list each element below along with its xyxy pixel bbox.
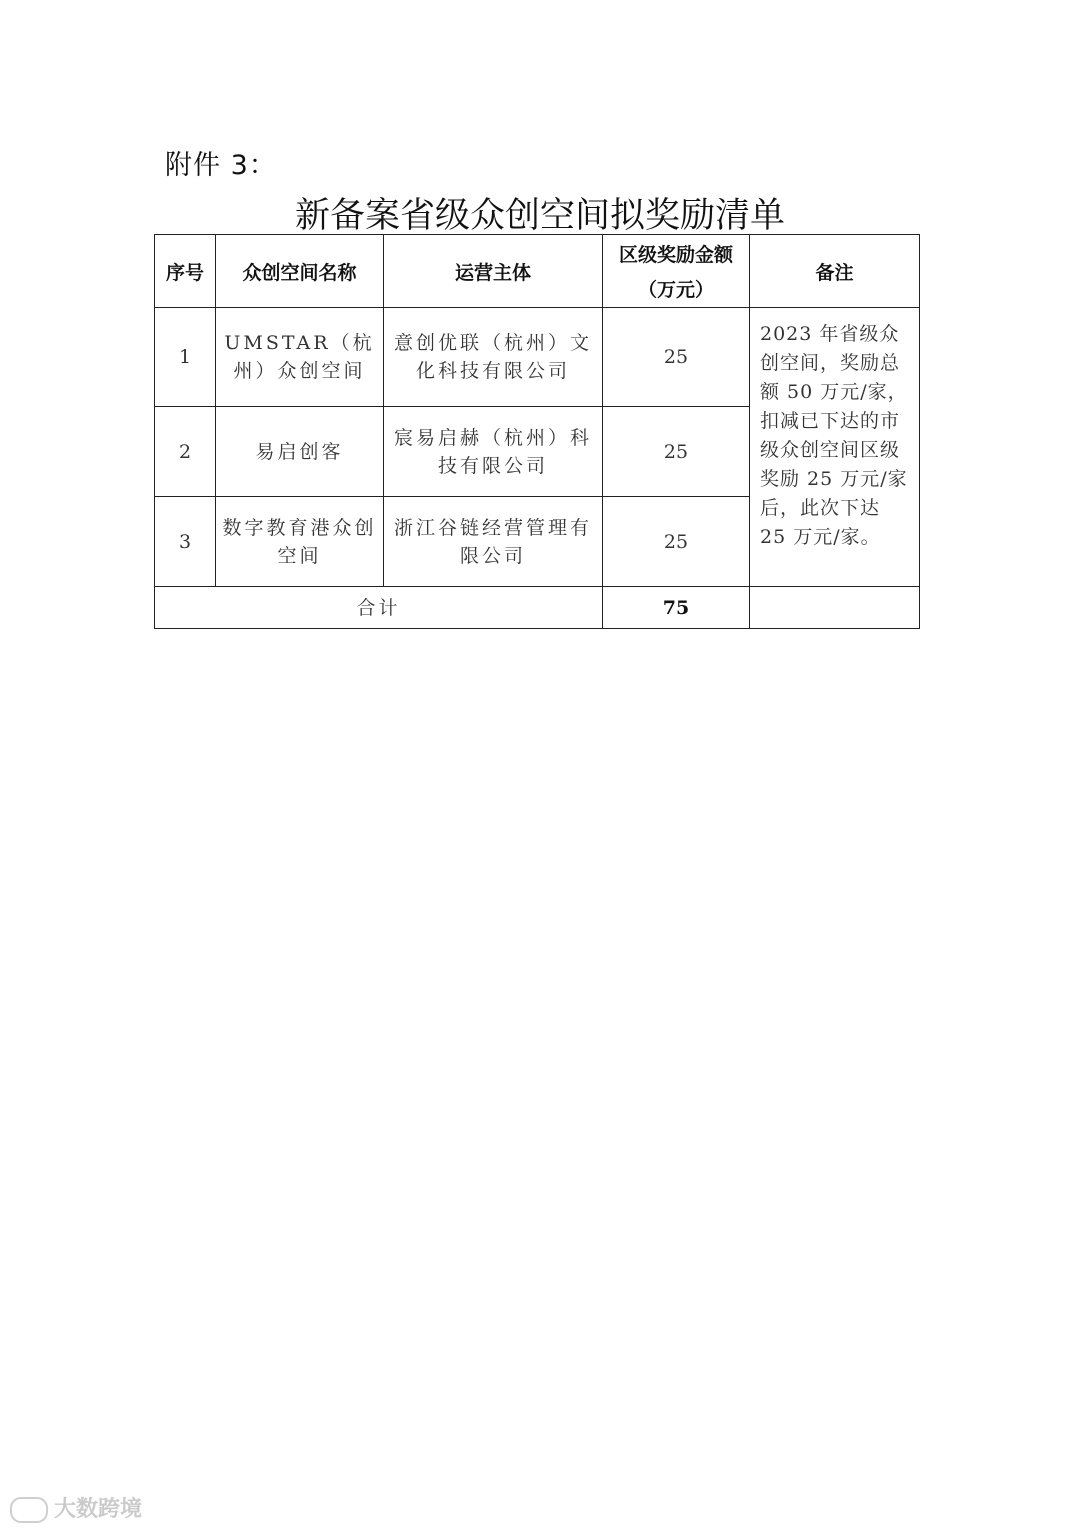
total-label: 合计 <box>155 587 603 629</box>
header-operator: 运营主体 <box>384 235 603 308</box>
row-reward: 25 <box>603 497 750 587</box>
header-index: 序号 <box>155 235 216 308</box>
row-operator: 宸易启赫（杭州）科技有限公司 <box>384 407 603 497</box>
table-row <box>155 308 920 407</box>
chat-bubble-logo-icon <box>10 1497 48 1523</box>
row-space-name: 易启创客 <box>216 407 384 497</box>
document-title: 新备案省级众创空间拟奖励清单 <box>294 196 785 236</box>
total-row <box>155 587 920 629</box>
watermark <box>10 1492 142 1523</box>
row-operator: 意创优联（杭州）文化科技有限公司 <box>384 308 603 407</box>
header-space-name: 众创空间名称 <box>216 235 384 308</box>
table-header-row <box>155 235 920 308</box>
header-note: 备注 <box>750 235 920 308</box>
row-index: 2 <box>155 407 216 497</box>
header-reward-line2: （万元） <box>637 279 714 301</box>
row-index: 1 <box>155 308 216 407</box>
row-reward: 25 <box>603 407 750 497</box>
row-space-name: 数字教育港众创空间 <box>216 497 384 587</box>
row-space-name: UMSTAR（杭州）众创空间 <box>216 308 384 407</box>
attachment-label: 附件 3： <box>165 150 277 181</box>
total-value: 75 <box>603 587 750 629</box>
row-operator: 浙江谷链经营管理有限公司 <box>384 497 603 587</box>
row-index: 3 <box>155 497 216 587</box>
row-reward: 25 <box>603 308 750 407</box>
watermark-text: 大数跨境 <box>54 1497 143 1522</box>
note-cell: 2023 年省级众创空间，奖励总额 50 万元/家，扣减已下达的市级众创空间区级奖励 25 万元/家后，此次下达 25 万元/家。 <box>750 308 920 587</box>
reward-table <box>154 234 920 629</box>
header-reward <box>603 235 750 308</box>
header-reward-line1: 区级奖励金额 <box>618 244 733 266</box>
total-note-empty <box>750 587 920 629</box>
